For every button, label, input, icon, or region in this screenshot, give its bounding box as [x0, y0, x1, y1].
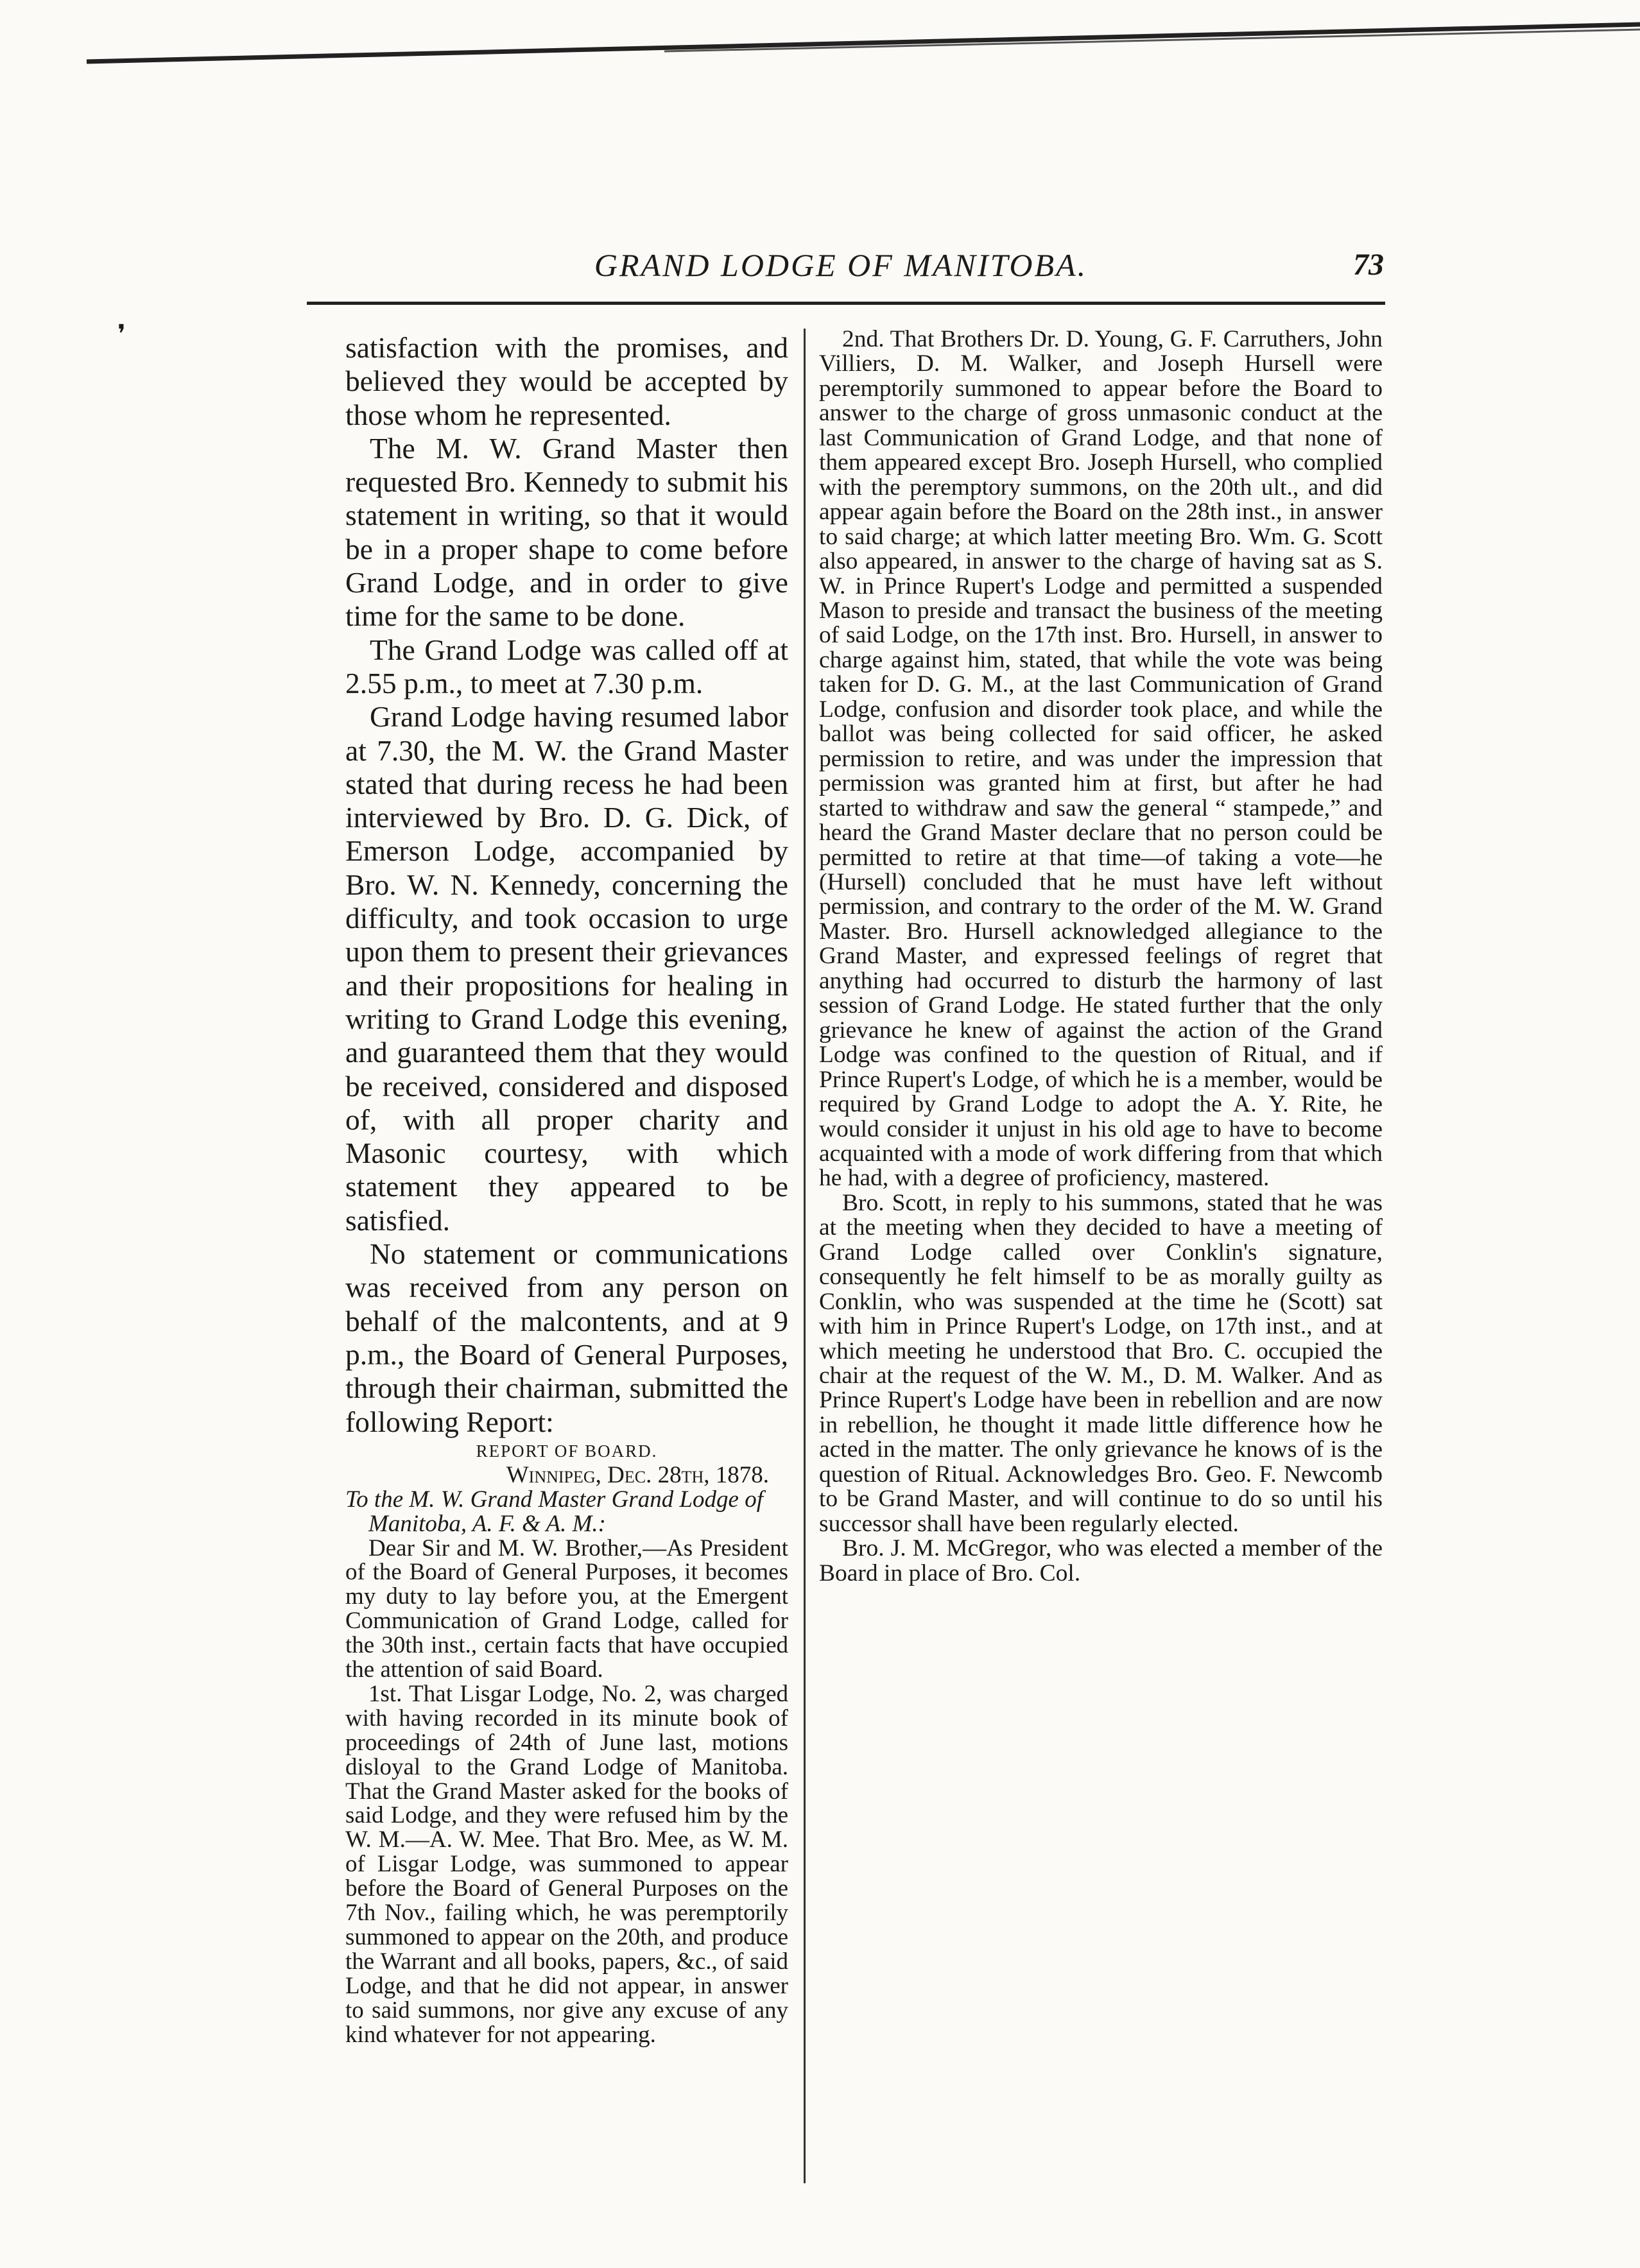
report-paragraph: Dear Sir and M. W. Brother,—As President of the Board of General Purposes, it becomes my duty to lay before you, at the Emergent Communication of Grand Lodge, called for the 30th inst., certain facts that have occupied the attention of said Board. — [345, 1534, 788, 1683]
paragraph: 2nd. That Brothers Dr. D. Young, G. F. Carruthers, John Villiers, D. M. Walker, and Joseph Hursell were peremptorily summoned to appear before the Board to answer to the charge of gross unmasonic conduct at the last Communication of Grand Lodge, and that none of them appeared except Bro. Joseph Hursell, who complied with the peremptory summons, on the 20th ult., and did appear again before the Board on the 28th inst., in answer to said charge; at which latter meeting Bro. Wm. G. Scott also appeared, in answer to the charge of having sat as S. W. in Prince Rupert's Lodge and permitted a suspended Mason to preside and transact the business of the meeting of said Lodge, on the 17th inst. Bro. Hursell, in answer to charge against him, stated, that while the vote was being taken for D. G. M., at the last Communication of Grand Lodge, confusion and disorder took place, and while the ballot was being collected for said officer, he asked permission to retire, and was under the impression that permission was granted him at first, but after he had started to withdraw and saw the general “ stampede,” and heard the Grand Master declare that no person could be permitted to retire at that time—of taking a vote—he (Hursell) concluded that he must have left without permission, and contrary to the order of the M. W. Grand Master. Bro. Hursell acknowledged allegiance to the Grand Master, and expressed feelings of regret that anything had occurred to disturb the harmony of last session of Grand Lodge. He stated further that the only grievance he knew of against the action of the Grand Lodge was confined to the question of Ritual, and if Prince Rupert's Lodge, of which he is a member, would be required by Grand Lodge to adopt the A. Y. Rite, he would consider it unjust in his old age to have to become acquainted with a mode of work differing from that which he had, with a degree of proficiency, mastered. — [819, 326, 1383, 1192]
margin-mark: ❜ — [117, 320, 126, 349]
page-number: 73 — [1353, 248, 1384, 282]
right-column — [819, 327, 1383, 1586]
paragraph: Bro. J. M. McGregor, who was elected a member of the Board in place of Bro. Col. — [819, 1535, 1383, 1586]
page-header — [308, 243, 1384, 288]
column-divider — [804, 329, 806, 2183]
report-heading: REPORT OF BOARD. — [476, 1441, 658, 1461]
running-title: GRAND LODGE OF MANITOBA. — [594, 247, 1088, 283]
paragraph: Bro. Scott, in reply to his summons, stated that he was at the meeting when they decided to have a meeting of Grand Lodge called over Conklin's signature, consequently he felt himself to be as morally guilty as Conklin, who was suspended at the time he (Scott) sat with him in Prince Rupert's Lodge, on 17th inst., and at which meeting he understood that Bro. C. occupied the chair at the request of the W. M., D. M. Walker. And as Prince Rupert's Lodge have been in rebellion and are now in rebellion, he thought it made little difference how he acted in the matter. The only grievance he knows of is the question of Ritual. Acknowledges Bro. Geo. F. Newcomb to be Grand Master, and will continue to do so until his successor shall have been regularly elected. — [819, 1189, 1383, 1537]
header-rule — [307, 302, 1385, 305]
report-salutation: To the M. W. Grand Master Grand Lodge of — [345, 1486, 763, 1513]
paragraph: No statement or communications was received from any person on behalf of the malcontents, and at 9 p.m., the Board of General Purposes, through their chairman, submitted the following Report: — [345, 1237, 788, 1438]
top-edge-rule — [87, 18, 1640, 76]
left-column — [345, 331, 788, 2047]
report-paragraph: 1st. That Lisgar Lodge, No. 2, was charged with having recorded in its minute book of proceedings of 24th of June last, motions disloyal to the Grand Lodge of Manitoba. That the Grand Master asked for the books of said Lodge, and they were refused him by the W. M.—A. W. Mee. That Bro. Mee, as W. M. of Lisgar Lodge, was summoned to appear before the Board of General Purposes on the 7th Nov., failing which, he was peremptorily summoned to appear on the 20th, and produce the Warrant and all books, papers, &c., of said Lodge, and that he did not appear, in answer to said summons, nor give any excuse of any kind whatever for not appearing. — [345, 1680, 788, 2048]
report-salutation: Manitoba, A. F. & A. M.: — [368, 1510, 606, 1537]
paragraph: satisfaction with the promises, and believed they would be accepted by those whom he represented. — [345, 331, 788, 431]
report-date: Winnipeg, Dec. 28th, 1878. — [506, 1461, 769, 1488]
paragraph: The M. W. Grand Master then requested Bro. Kennedy to submit his statement in writing, so that it would be in a proper shape to come before Grand Lodge, and in order to give time for the same to be done. — [345, 431, 788, 633]
paragraph: Grand Lodge having resumed labor at 7.30, the M. W. the Grand Master stated that during recess he had been interviewed by Bro. D. G. Dick, of Emerson Lodge, accompanied by Bro. W. N. Kennedy, concerning the difficulty, and took occasion to urge upon them to present their grievances and their propositions for healing in writing to Grand Lodge this evening, and guaranteed them that they would be received, considered and disposed of, with all proper charity and Masonic courtesy, with which statement they appeared to be satisfied. — [345, 700, 788, 1237]
paragraph: The Grand Lodge was called off at 2.55 p.m., to meet at 7.30 p.m. — [345, 633, 788, 700]
